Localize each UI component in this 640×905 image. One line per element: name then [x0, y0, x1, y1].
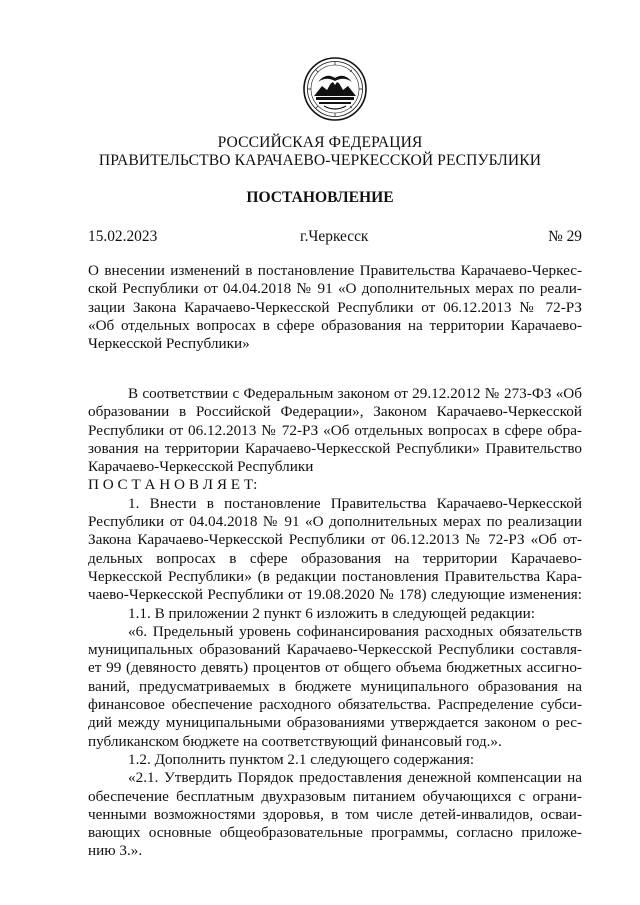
title-line: ской Республики от 04.04.2018 № 91 «О дополнительных мерах по реали-	[88, 280, 582, 298]
title-line: «Об отдельных вопросах в сфере образования на территории Карачаево-	[88, 316, 582, 334]
body-line: 1.2. Дополнить пунктом 2.1 следующего содержания:	[128, 750, 475, 768]
document-type: ПОСТАНОВЛЕНИЕ	[246, 189, 394, 206]
body-line: обеспечение бесплатным двухразовым питанием обучающихся с ограни-	[88, 787, 582, 805]
document-meta	[88, 228, 582, 246]
body-line: «6. Предельный уровень софинансирования расходных обязательств	[128, 622, 582, 640]
body-line: вающих основные общеобразовательные программы, согласно приложе-	[88, 824, 582, 842]
body-line: дий между муниципальными образованиями утверждается законом о рес-	[88, 714, 582, 732]
body-line: В соответствии с Федеральным законом от 29.12.2012 № 273-ФЗ «Об	[128, 385, 582, 402]
body-line: ет 99 (девяносто девять) процентов от общего объема бюджетных ассигно-	[88, 659, 582, 677]
body-line: Республики от 06.12.2013 № 72-РЗ «Об отдельных вопросах в сфере обра-	[88, 421, 582, 439]
document-city: г.Черкесск	[300, 228, 369, 245]
body-line: ченными возможностями здоровья, в том числе детей-инвалидов, осваи-	[88, 805, 582, 823]
body-line: зования на территории Карачаево-Черкесской Республики» Правительство	[88, 439, 582, 457]
body-line: дельных вопросах в сфере образования на территории Карачаево-	[88, 549, 582, 567]
title-line: зации Закона Карачаево-Черкесской Республики от 06.12.2013 № 72-РЗ	[88, 298, 582, 316]
title-line: Черкесской Республики»	[88, 335, 250, 353]
body-line: публиканском бюджете на соответствующий финансовый год.».	[88, 732, 502, 750]
header-country: РОССИЙСКАЯ ФЕДЕРАЦИЯ	[217, 134, 423, 151]
body-line: ваний, предусматриваемых в бюджете муниципального образования на	[88, 677, 582, 695]
body-line: финансовое обеспечение расходного обязательства. Распределение субси-	[88, 696, 582, 714]
document-body	[88, 385, 582, 861]
body-line: Черкесской Республики» (в редакции постановления Правительства Кара-	[88, 567, 582, 585]
body-line: 1.1. В приложении 2 пункт 6 изложить в следующей редакции:	[128, 604, 535, 622]
header-government: ПРАВИТЕЛЬСТВО КАРАЧАЕВО-ЧЕРКЕССКОЙ РЕСПУБЛИКИ	[98, 152, 542, 169]
body-line: Карачаево-Черкесской Республики	[88, 458, 314, 476]
body-line: Республики от 04.04.2018 № 91 «О дополнительных мерах по реализации	[88, 513, 582, 531]
document-date: 15.02.2023	[88, 228, 158, 245]
body-line: «2.1. Утвердить Порядок предоставления денежной компенсации на	[128, 769, 582, 787]
body-line: образовании в Российской Федерации», Законом Карачаево-Черкесской	[88, 403, 582, 421]
decree-keyword: П О С Т А Н О В Л Я Е Т:	[88, 476, 258, 494]
coat-of-arms-emblem-icon	[302, 56, 368, 122]
body-line: муниципальных образований Карачаево-Черкесской Республики составля-	[88, 641, 582, 659]
title-line: О внесении изменений в постановление Правительства Карачаево-Черкес-	[88, 262, 582, 279]
body-line: 1. Внести в постановление Правительства Карачаево-Черкесской	[128, 494, 582, 512]
document-title	[88, 262, 582, 353]
body-line: чаево-Черкесской Республики от 19.08.2020 № 178) следующие изменения:	[88, 586, 582, 604]
document-number: № 29	[548, 228, 582, 245]
body-line: Закона Карачаево-Черкесской Республики от 06.12.2013 № 72-РЗ «Об от-	[88, 531, 582, 549]
body-line: нию 3.».	[88, 842, 143, 860]
